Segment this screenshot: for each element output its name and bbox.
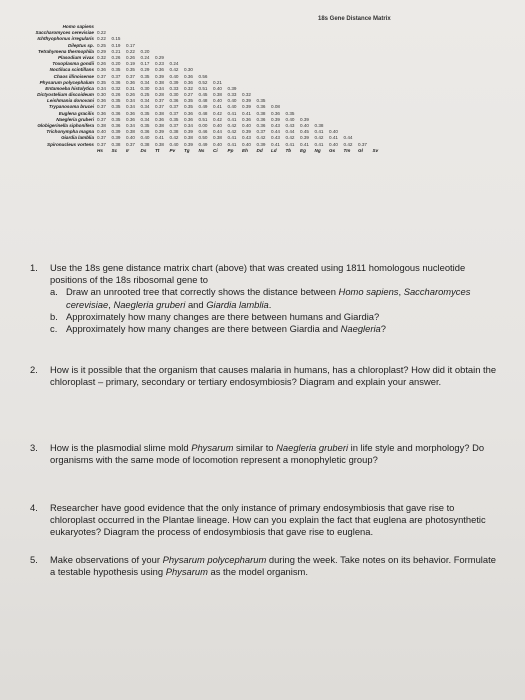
matrix-cell: 0.25 (140, 92, 150, 98)
matrix-column-header: Sc (111, 147, 118, 153)
matrix-cell: 0.30 (140, 85, 150, 91)
question-text-part: during the week. Take notes on its behavior. Formulate a testable hypothesis using (50, 554, 496, 578)
matrix-cell: 0.37 (111, 73, 121, 79)
matrix-cell: 0.30 (169, 92, 179, 98)
matrix-cell: 0.35 (140, 123, 150, 128)
matrix-cell: 0.39 (184, 141, 193, 147)
species-name: Physarum (191, 442, 234, 453)
matrix-cell: 0.42 (169, 135, 179, 141)
matrix-cell: 0.46 (198, 129, 208, 135)
matrix-cell: 0.40 (126, 135, 135, 141)
matrix-cell: 0.37 (155, 104, 164, 110)
matrix-column-header: Ng (314, 147, 321, 153)
matrix-cell: 0.40 (140, 135, 150, 141)
distance-matrix (6, 24, 521, 154)
matrix-row-label: Physarum polycephalum (39, 79, 94, 85)
species-name: Physarum polycepharum (162, 554, 267, 565)
matrix-cell: 0.26 (111, 54, 121, 60)
matrix-cell: 0.34 (155, 85, 164, 91)
matrix-cell: 0.40 (242, 141, 251, 147)
question-3 (30, 442, 500, 466)
matrix-cell: 0.40 (227, 104, 237, 110)
matrix-row-label: Giardia lamblia (61, 135, 94, 141)
matrix-cell: 0.29 (155, 54, 164, 60)
matrix-cell: 0.41 (227, 116, 237, 122)
matrix-cell: 0.40 (213, 123, 222, 128)
matrix-cell: 0.24 (140, 54, 150, 60)
matrix-cell: 0.49 (198, 141, 208, 147)
matrix-cell: 0.44 (285, 129, 295, 135)
question-text (50, 554, 500, 578)
matrix-cell: 0.34 (97, 85, 106, 91)
matrix-cell: 0.32 (242, 92, 251, 98)
species-name: Homo sapiens (338, 286, 399, 298)
matrix-cell: 0.38 (314, 123, 324, 128)
matrix-cell: 0.39 (184, 129, 193, 135)
matrix-cell: 0.35 (169, 116, 179, 122)
matrix-cell: 0.40 (329, 141, 338, 147)
matrix-cell: 0.30 (97, 92, 106, 98)
species-name: Naegleria (340, 323, 381, 335)
matrix-cell: 0.39 (256, 141, 266, 147)
question-2 (30, 364, 500, 388)
subquestion-text: Draw an unrooted tree that correctly shows the distance between (66, 286, 339, 298)
matrix-cell: 0.42 (213, 110, 222, 116)
separator-text: , (398, 286, 404, 298)
matrix-cell: 0.39 (169, 79, 179, 85)
matrix-cell: 0.42 (314, 135, 324, 141)
matrix-cell: 0.37 (97, 141, 106, 147)
matrix-cell: 0.41 (227, 141, 237, 147)
matrix-cell: 0.43 (271, 135, 280, 141)
matrix-cell: 0.40 (97, 129, 106, 135)
matrix-cell: 0.24 (169, 61, 179, 67)
matrix-cell: 0.20 (140, 48, 150, 54)
question-1 (30, 262, 500, 335)
matrix-cell: 0.26 (97, 61, 106, 67)
matrix-cell: 0.26 (126, 54, 135, 60)
matrix-cell: 0.19 (111, 42, 121, 48)
matrix-cell: 0.42 (169, 67, 179, 73)
matrix-cell: 0.34 (140, 116, 150, 122)
matrix-cell: 0.37 (155, 98, 164, 104)
matrix-cell: 0.39 (300, 135, 309, 141)
matrix-column-header: Ns (198, 147, 205, 153)
matrix-cell: 0.37 (126, 73, 135, 79)
matrix-cell: 0.39 (111, 135, 121, 141)
matrix-column-header: Pv (169, 147, 176, 153)
matrix-column-header: Gs (329, 147, 336, 153)
matrix-cell: 0.40 (169, 73, 179, 79)
matrix-cell: 0.39 (300, 116, 309, 122)
matrix-row-label: Tetrahymena thermophila (38, 48, 94, 54)
matrix-row-label: Trichonympha magna (46, 129, 94, 135)
matrix-row-label: Spironucleus vortens (47, 141, 94, 147)
question-text: Use the 18s gene distance matrix chart (above) that was created using 1811 homologous nucleotide positions of the 18s ribosomal gene to (50, 262, 466, 286)
matrix-cell: 0.29 (97, 48, 106, 54)
matrix-column-header: Tm (343, 147, 351, 153)
subquestion-text: Approximately how many changes are there between Giardia and (66, 323, 341, 335)
matrix-row-label: Entamoeba histolytica (45, 85, 94, 91)
matrix-cell: 0.35 (184, 104, 193, 110)
matrix-cell: 0.36 (184, 79, 193, 85)
matrix-cell: 0.45 (198, 92, 208, 98)
species-name: Naegleria gruberi (113, 298, 186, 310)
matrix-cell: 0.38 (97, 123, 106, 128)
matrix-cell: 0.35 (111, 104, 121, 110)
matrix-row-label: Dileptus sp. (67, 42, 94, 48)
matrix-cell: 0.43 (271, 123, 280, 128)
question-text: How is it possible that the organism that causes malaria in humans, has a chloroplast? How did it obtain the chloroplast – primary, secondary or tertiary endosymbiosis? Diagram and explain your answer. (50, 364, 497, 388)
matrix-cell: 0.40 (285, 116, 295, 122)
matrix-cell: 0.15 (111, 36, 121, 42)
matrix-cell: 0.41 (314, 141, 324, 147)
question-text-part: as the model organism. (207, 566, 308, 578)
matrix-cell: 0.36 (256, 104, 266, 110)
matrix-cell: 0.35 (256, 98, 266, 104)
matrix-cell: 0.34 (126, 123, 135, 128)
question-number: 5. (30, 554, 38, 565)
matrix-cell: 0.36 (140, 129, 150, 135)
matrix-cell: 0.00 (198, 123, 208, 128)
matrix-cell: 0.32 (184, 85, 193, 91)
matrix-cell: 0.39 (242, 98, 251, 104)
matrix-cell: 0.52 (198, 79, 208, 85)
matrix-cell: 0.30 (184, 67, 193, 73)
matrix-cell: 0.42 (227, 129, 237, 135)
matrix-cell: 0.34 (126, 98, 135, 104)
matrix-cell: 0.40 (213, 85, 222, 91)
matrix-cell: 0.38 (155, 110, 164, 116)
matrix-cell: 0.34 (184, 123, 193, 128)
subquestion-text: Approximately how many changes are there between humans and Giardia? (66, 310, 380, 322)
matrix-cell: 0.38 (155, 123, 164, 128)
matrix-cell: 0.19 (126, 61, 135, 67)
question-text-part: Make observations of your (50, 554, 163, 565)
matrix-cell: 0.41 (329, 135, 338, 141)
matrix-row-label: Trypanosoma brucei (48, 104, 94, 110)
matrix-cell: 0.42 (213, 116, 222, 122)
matrix-column-header: Gl (358, 147, 363, 153)
matrix-cell: 0.21 (213, 79, 222, 85)
matrix-cell: 0.25 (97, 42, 106, 48)
matrix-cell: 0.34 (140, 98, 150, 104)
matrix-column-header: Eg (300, 147, 306, 153)
matrix-row-label: Naegleria gruberi (56, 116, 94, 122)
matrix-column-header: Pp (227, 147, 234, 153)
matrix-cell: 0.44 (343, 135, 353, 141)
matrix-cell: 0.36 (111, 79, 121, 85)
matrix-cell: 0.41 (314, 129, 324, 135)
matrix-cell: 0.36 (256, 116, 266, 122)
subquestion-letter: a. (50, 286, 58, 298)
matrix-cell: 0.36 (111, 110, 121, 116)
matrix-cell: 0.36 (111, 123, 121, 128)
matrix-cell: 0.38 (184, 135, 193, 141)
matrix-cell: 0.27 (184, 92, 193, 98)
matrix-cell: 0.26 (126, 92, 135, 98)
end-text: . (268, 298, 272, 310)
matrix-cell: 0.40 (242, 123, 251, 128)
matrix-cell: 0.44 (271, 129, 280, 135)
question-text-part: in life style and morphology? Do organisms with the same mode of locomotion represent a monophyletic group? (50, 442, 485, 466)
matrix-row-label: Dictyostelium discoideum (37, 92, 94, 98)
matrix-cell: 0.34 (140, 104, 150, 110)
matrix-cell: 0.36 (256, 123, 266, 128)
question-4 (30, 502, 500, 539)
matrix-cell: 0.36 (184, 73, 193, 79)
matrix-cell: 0.22 (126, 48, 135, 54)
matrix-cell: 0.36 (126, 110, 135, 116)
species-name: Saccharomyces cerevisiae (66, 286, 471, 310)
matrix-column-header: Tt (155, 147, 160, 153)
matrix-cell: 0.41 (242, 110, 251, 116)
matrix-row-label: Plasodium vivax (57, 54, 94, 60)
matrix-cell: 0.37 (169, 104, 179, 110)
matrix-cell: 0.35 (111, 98, 121, 104)
matrix-cell: 0.41 (285, 141, 295, 147)
matrix-cell: 0.40 (169, 141, 179, 147)
matrix-cell: 0.37 (169, 110, 179, 116)
matrix-cell: 0.17 (126, 42, 135, 48)
matrix-cell: 0.49 (198, 104, 208, 110)
matrix-cell: 0.36 (242, 116, 251, 122)
matrix-cell: 0.35 (111, 116, 121, 122)
subquestion-a (50, 286, 500, 310)
matrix-cell: 0.51 (198, 116, 208, 122)
question-number: 2. (30, 364, 38, 375)
matrix-cell: 0.39 (242, 129, 251, 135)
matrix-cell: 0.36 (97, 110, 106, 116)
matrix-cell: 0.23 (155, 61, 164, 67)
matrix-cell: 0.41 (213, 104, 222, 110)
matrix-cell: 0.41 (155, 135, 164, 141)
question-text (50, 442, 500, 466)
matrix-cell: 0.36 (271, 110, 280, 116)
matrix-cell: 0.28 (155, 92, 164, 98)
end-text: ? (380, 323, 386, 335)
matrix-cell: 0.36 (126, 79, 135, 85)
matrix-row-label: Saccharomyces cerevisiae (35, 30, 94, 36)
matrix-cell: 0.39 (242, 104, 251, 110)
subquestion-c (50, 323, 500, 335)
matrix-cell: 0.31 (126, 85, 135, 91)
separator-text: and (185, 298, 207, 310)
matrix-column-header: Eh (242, 147, 248, 153)
matrix-header-row (6, 148, 521, 154)
matrix-cell: 0.56 (198, 73, 208, 79)
matrix-cell: 0.48 (198, 98, 208, 104)
matrix-cell: 0.37 (97, 135, 106, 141)
matrix-cell: 0.36 (155, 116, 164, 122)
matrix-cell: 0.42 (227, 123, 237, 128)
matrix-column-header: Ld (271, 147, 277, 153)
matrix-cell: 0.32 (97, 54, 106, 60)
matrix-cell: 0.37 (126, 141, 135, 147)
matrix-cell: 0.37 (169, 123, 179, 128)
matrix-cell: 0.36 (97, 67, 106, 73)
matrix-cell: 0.40 (227, 98, 237, 104)
question-text: Researcher have good evidence that the only instance of primary endosymbiosis that gave rise to chloroplast occurred in the Plantae lineage. How can you explain the fact that euglena are photosynthetic eukaryotes? Diagram the process of endosymbiosis that gave rise to euglena. (50, 502, 486, 538)
matrix-cell: 0.40 (213, 98, 222, 104)
species-name: Naegleria gruberi (276, 442, 349, 453)
matrix-cell: 0.39 (271, 116, 280, 122)
matrix-cell: 0.39 (155, 73, 164, 79)
matrix-row-label: Ichthyophonus irregularis (37, 36, 94, 42)
matrix-column-header: Ci (213, 147, 218, 153)
matrix-cell: 0.35 (111, 67, 121, 73)
matrix-cell: 0.33 (169, 85, 179, 91)
matrix-cell: 0.42 (285, 135, 295, 141)
matrix-cell: 0.40 (329, 129, 338, 135)
species-name: Giardia lamblia (206, 298, 269, 310)
matrix-cell: 0.35 (126, 67, 135, 73)
subquestion-letter: c. (50, 323, 58, 335)
matrix-cell: 0.36 (184, 110, 193, 116)
question-text-part: similar to (233, 442, 277, 453)
matrix-column-header: Dd (256, 147, 263, 153)
question-number: 3. (30, 442, 38, 453)
matrix-cell: 0.45 (300, 129, 309, 135)
question-5 (30, 554, 500, 578)
matrix-cell: 0.38 (213, 92, 222, 98)
matrix-column-header: Ir (126, 147, 130, 153)
matrix-row-label: Chaos illinoisense (53, 73, 94, 79)
matrix-cell: 0.41 (300, 141, 309, 147)
matrix-cell: 0.26 (111, 92, 121, 98)
matrix-cell: 0.41 (227, 110, 237, 116)
matrix-cell: 0.38 (126, 129, 135, 135)
matrix-cell: 0.32 (111, 85, 121, 91)
matrix-cell: 0.38 (213, 135, 222, 141)
matrix-column-header: Sv (372, 147, 379, 153)
matrix-cell: 0.21 (111, 48, 121, 54)
matrix-cell: 0.38 (155, 141, 164, 147)
matrix-cell: 0.17 (140, 61, 150, 67)
matrix-cell: 0.40 (213, 141, 222, 147)
subquestion-list (50, 286, 500, 335)
matrix-cell: 0.29 (140, 67, 150, 73)
matrix-cell: 0.35 (140, 73, 150, 79)
matrix-row-label: Toxoplasma gondii (52, 61, 94, 67)
matrix-cell: 0.36 (97, 98, 106, 104)
matrix-cell: 0.20 (111, 61, 121, 67)
matrix-cell: 0.41 (227, 135, 237, 141)
matrix-column-header: Tb (285, 147, 292, 153)
matrix-cell: 0.36 (155, 67, 164, 73)
matrix-cell: 0.39 (227, 85, 237, 91)
matrix-cell: 0.38 (140, 141, 150, 147)
matrix-row-label: Euglena gracilis (58, 110, 94, 116)
matrix-cell: 0.43 (285, 123, 295, 128)
matrix-row-label: Globigerinella siphonifera (37, 123, 94, 128)
matrix-cell: 0.39 (111, 129, 121, 135)
matrix-row-label: Noctiluca scintillans (49, 67, 94, 73)
matrix-cell: 0.48 (198, 110, 208, 116)
matrix-cell: 0.35 (97, 79, 106, 85)
matrix-cell: 0.39 (155, 129, 164, 135)
matrix-cell: 0.38 (169, 129, 179, 135)
matrix-row-label: Homo sapiens (62, 24, 94, 29)
matrix-cell: 0.51 (198, 85, 208, 91)
matrix-cell: 0.38 (256, 110, 266, 116)
matrix-cell: 0.37 (358, 141, 367, 147)
separator-text: , (108, 298, 114, 310)
matrix-cell: 0.37 (97, 116, 106, 122)
matrix-cell: 0.37 (97, 73, 106, 79)
species-name: Physarum (165, 566, 208, 578)
matrix-cell: 0.36 (126, 116, 135, 122)
matrix-cell: 0.38 (155, 79, 164, 85)
matrix-cell: 0.08 (271, 104, 280, 110)
matrix-cell: 0.34 (140, 79, 150, 85)
matrix-column-header: Tg (184, 147, 190, 153)
matrix-cell: 0.41 (271, 141, 280, 147)
matrix-cell: 0.33 (227, 92, 237, 98)
matrix-row-label: Leishmania donovani (47, 98, 94, 104)
matrix-cell: 0.35 (184, 98, 193, 104)
matrix-cell: 0.37 (256, 129, 266, 135)
matrix-title: 18s Gene Distance Matrix (318, 16, 391, 22)
subquestion-letter: b. (50, 310, 58, 322)
matrix-cell: 0.40 (300, 123, 309, 128)
matrix-cell: 0.43 (242, 135, 251, 141)
question-number: 4. (30, 502, 38, 513)
matrix-cell: 0.35 (285, 110, 295, 116)
matrix-cell: 0.22 (97, 36, 106, 42)
matrix-column-header: Hs (97, 147, 103, 153)
question-text-part: How is the plasmodial slime mold (50, 442, 192, 453)
matrix-cell: 0.42 (256, 135, 266, 141)
matrix-cell: 0.50 (198, 135, 208, 141)
matrix-cell: 0.34 (126, 104, 135, 110)
matrix-cell: 0.37 (97, 104, 106, 110)
matrix-cell: 0.36 (169, 98, 179, 104)
matrix-cell: 0.42 (343, 141, 353, 147)
matrix-cell: 0.44 (213, 129, 222, 135)
matrix-cell: 0.38 (111, 141, 121, 147)
question-number: 1. (30, 262, 38, 273)
subquestion-b (50, 311, 500, 323)
matrix-cell: 0.36 (184, 116, 193, 122)
matrix-column-header: Ds (140, 147, 147, 153)
matrix-cell: 0.35 (140, 110, 150, 116)
matrix-cell: 0.22 (97, 30, 106, 36)
